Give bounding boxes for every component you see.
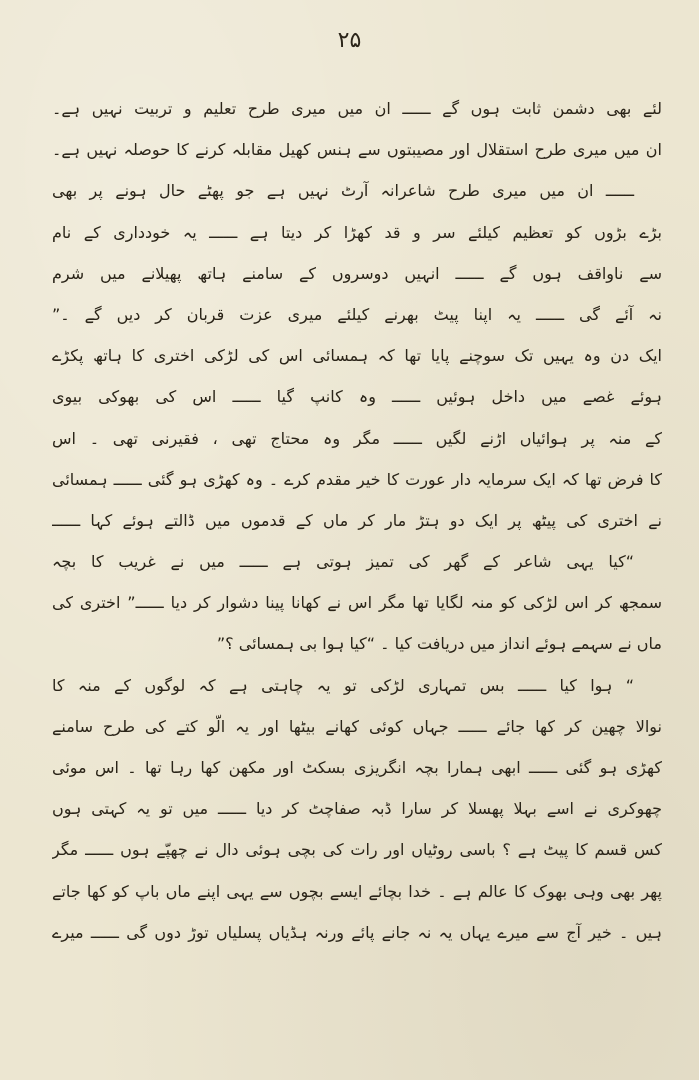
text-line: ہوئے غصے میں داخل ہوئیں ــــــ وہ کانپ گیا ــــــ اس کی بھوکی بیوی xyxy=(52,387,662,407)
text-line: کے منہ پر ہوائیاں اڑنے لگیں ــــــ مگر وہ محتاج تھی ، فقیرنی تھی ۔ اس xyxy=(52,428,662,448)
text-line: ماں نے سہمے ہوئے انداز میں دریافت کیا ۔ “کیا ہوا بی ہمسائی ؟” xyxy=(216,634,662,654)
text-line: کھڑی ہو گئی ــــــ ابھی ہمارا بچہ انگریزی بسکٹ اور مکھن کھا رہا تھا ۔ اس موئی xyxy=(52,758,662,777)
text-line: ان میں میری طرح استقلال اور مصیبتوں سے ہنس کھیل مقابلہ کرنے کا حوصلہ نہیں ہے۔ xyxy=(52,140,662,160)
text-line: نے اختری کی پیٹھ پر ایک دو ہتڑ مار کر ماں کے قدموں میں ڈالتے ہوئے کہا ــــــ xyxy=(52,510,662,530)
text-line: سمجھ کر اس لڑکی کو منہ لگایا تھا مگر اس نے کھانا پینا دشوار کر دیا ــــــ” اختری کی xyxy=(52,593,662,613)
text-line: نہ آئے گی ــــــ یہ اپنا پیٹ بھرنے کیلئے میری عزت قربان کر دیں گے ۔” xyxy=(52,304,662,324)
page-body-text xyxy=(52,88,662,953)
text-line: ــــــ ان میں میری طرح شاعرانہ آرٹ نہیں ہے جو پھٹے حال ہونے پر بھی xyxy=(52,181,634,201)
text-line: کا فرض تھا کہ ایک سرمایہ دار عورت کا خیر مقدم کرے ۔ وہ کھڑی ہو گئی ــــــ ہمسائی xyxy=(52,469,662,489)
text-line: لئے بھی دشمن ثابت ہوں گے ــــــ ان میں میری طرح تعلیم و تربیت نہیں ہے۔ xyxy=(52,99,662,118)
text-line: “ ہوا کیا ــــــ بس تمہاری لڑکی تو یہ چاہتی ہے کہ لوگوں کے منہ کا xyxy=(52,675,634,695)
text-line: “کیا یہی شاعر کے گھر کی تمیز ہوتی ہے ــــــ میں نے غریب کا بچہ xyxy=(52,552,634,572)
page-number: ۲۵ xyxy=(337,28,362,53)
text-line: کس قسم کا پیٹ ہے ؟ باسی روٹیاں اور رات کی بچی ہوئی دال نے چھپّے ہوں ــــــ مگر xyxy=(52,840,662,860)
text-line: ہیں ۔ خیر آج سے میرے یہاں یہ نہ جانے پائے ورنہ ہڈیاں پسلیاں توڑ دوں گی ــــــ میرے xyxy=(52,922,662,942)
text-line: سے ناواقف ہوں گے ــــــ انہیں دوسروں کے سامنے ہاتھ پھیلانے میں شرم xyxy=(52,263,662,283)
text-line: نوالا چھین کر کھا جائے ــــــ جہاں کوئی کھانے بیٹھا اور یہ الّو کتے کی طرح سامنے xyxy=(52,716,662,736)
text-line: چھوکری نے اسے بہلا پھسلا کر سارا ڈبہ صفاچٹ کر دیا ــــــ میں تو یہ کہتی ہوں xyxy=(52,799,662,819)
text-line: ایک دن وہ یہیں تک سوچنے پایا تھا کہ ہمسائی اس کی لڑکی اختری کا ہاتھ پکڑے xyxy=(52,346,662,366)
text-line: پھر بھی وہی بھوک کا عالم ہے ۔ خدا بچائے ایسے بچوں سے یہی اپنے ماں باپ کو کھا جاتے xyxy=(52,881,662,901)
text-line: بڑے بڑوں کو تعظیم کیلئے سر و قد کھڑا کر دیتا ہے ــــــ یہ خودداری کے نام xyxy=(52,222,662,242)
